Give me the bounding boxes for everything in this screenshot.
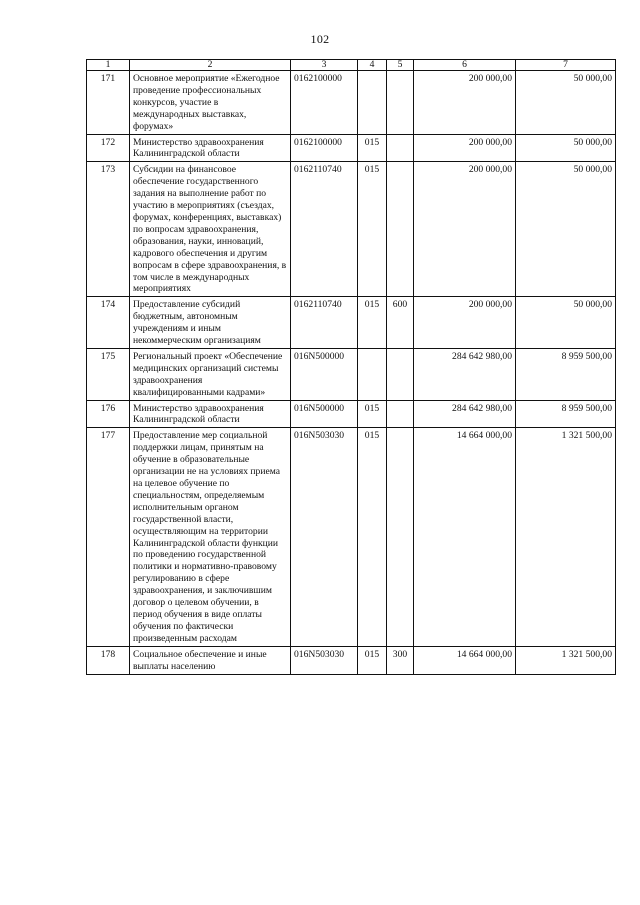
table-row	[87, 134, 616, 162]
budget-table	[86, 59, 616, 675]
row-ministry-code: 015	[358, 400, 387, 428]
row-amount-2: 8 959 500,00	[516, 400, 616, 428]
table-row	[87, 400, 616, 428]
row-number: 171	[87, 71, 130, 135]
row-ministry-code	[358, 348, 387, 400]
row-target-code: 016N503030	[291, 428, 358, 646]
column-header: 4	[358, 60, 387, 71]
row-ministry-code: 015	[358, 428, 387, 646]
column-header-row	[87, 60, 616, 71]
row-number: 175	[87, 348, 130, 400]
column-header: 1	[87, 60, 130, 71]
row-amount-1: 284 642 980,00	[414, 400, 516, 428]
row-target-code: 0162110740	[291, 162, 358, 297]
row-amount-1: 200 000,00	[414, 297, 516, 349]
row-expense-type	[387, 134, 414, 162]
row-description: Социальное обеспечение и иные выплаты населению	[130, 646, 291, 674]
row-ministry-code	[358, 71, 387, 135]
row-amount-2: 8 959 500,00	[516, 348, 616, 400]
row-number: 178	[87, 646, 130, 674]
row-ministry-code: 015	[358, 646, 387, 674]
row-amount-1: 14 664 000,00	[414, 428, 516, 646]
column-header: 7	[516, 60, 616, 71]
row-target-code: 0162100000	[291, 134, 358, 162]
row-description: Региональный проект «Обеспечение медицинских организаций системы здравоохранения квалифицированными кадрами»	[130, 348, 291, 400]
column-header: 2	[130, 60, 291, 71]
table-row	[87, 162, 616, 297]
page-number: 102	[310, 32, 330, 46]
column-header: 6	[414, 60, 516, 71]
row-amount-2: 1 321 500,00	[516, 646, 616, 674]
column-header: 5	[387, 60, 414, 71]
row-number: 177	[87, 428, 130, 646]
row-expense-type	[387, 348, 414, 400]
row-target-code: 016N500000	[291, 400, 358, 428]
row-description: Министерство здравоохранения Калининградской области	[130, 400, 291, 428]
row-expense-type: 600	[387, 297, 414, 349]
row-amount-2: 50 000,00	[516, 71, 616, 135]
row-expense-type	[387, 162, 414, 297]
row-description: Основное мероприятие «Ежегодное проведение профессиональных конкурсов, участие в международных выставках, форумах»	[130, 71, 291, 135]
table-row	[87, 71, 616, 135]
row-amount-1: 200 000,00	[414, 71, 516, 135]
row-amount-2: 1 321 500,00	[516, 428, 616, 646]
row-expense-type	[387, 400, 414, 428]
row-number: 174	[87, 297, 130, 349]
row-number: 176	[87, 400, 130, 428]
row-amount-1: 14 664 000,00	[414, 646, 516, 674]
row-number: 172	[87, 134, 130, 162]
row-description: Предоставление субсидий бюджетным, автономным учреждениям и иным некоммерческим организациям	[130, 297, 291, 349]
row-number: 173	[87, 162, 130, 297]
row-ministry-code: 015	[358, 162, 387, 297]
row-expense-type: 300	[387, 646, 414, 674]
row-ministry-code: 015	[358, 134, 387, 162]
row-expense-type	[387, 71, 414, 135]
row-description: Субсидии на финансовое обеспечение государственного задания на выполнение работ по участию в мероприятиях (съездах, форумах, конференциях, выставках) по вопросам здравоохранения, образования, науки, инноваций, кадрового обеспечения и другим вопросам в сфере здравоохранения, в том числе в международных мероприятиях	[130, 162, 291, 297]
table-row	[87, 297, 616, 349]
row-amount-2: 50 000,00	[516, 297, 616, 349]
column-header: 3	[291, 60, 358, 71]
row-amount-1: 284 642 980,00	[414, 348, 516, 400]
row-target-code: 0162110740	[291, 297, 358, 349]
row-amount-2: 50 000,00	[516, 162, 616, 297]
row-target-code: 016N503030	[291, 646, 358, 674]
row-amount-2: 50 000,00	[516, 134, 616, 162]
row-description: Министерство здравоохранения Калининградской области	[130, 134, 291, 162]
row-target-code: 016N500000	[291, 348, 358, 400]
row-target-code: 0162100000	[291, 71, 358, 135]
row-amount-1: 200 000,00	[414, 162, 516, 297]
row-expense-type	[387, 428, 414, 646]
table-row	[87, 646, 616, 674]
row-description: Предоставление мер социальной поддержки лицам, принятым на обучение в образовательные организации не на условиях приема на целевое обучение по специальностям, определяемым исполнительным органом государственной власти, осуществляющим на территории Калининградской области функции по проведению государственной политики и нормативно-правовому регулированию в сфере здравоохранения, и заключившим договор о целевом обучении, в период обучения в виде оплаты обучения по фактически произведенным расходам	[130, 428, 291, 646]
table-row	[87, 428, 616, 646]
row-amount-1: 200 000,00	[414, 134, 516, 162]
table-row	[87, 348, 616, 400]
row-ministry-code: 015	[358, 297, 387, 349]
